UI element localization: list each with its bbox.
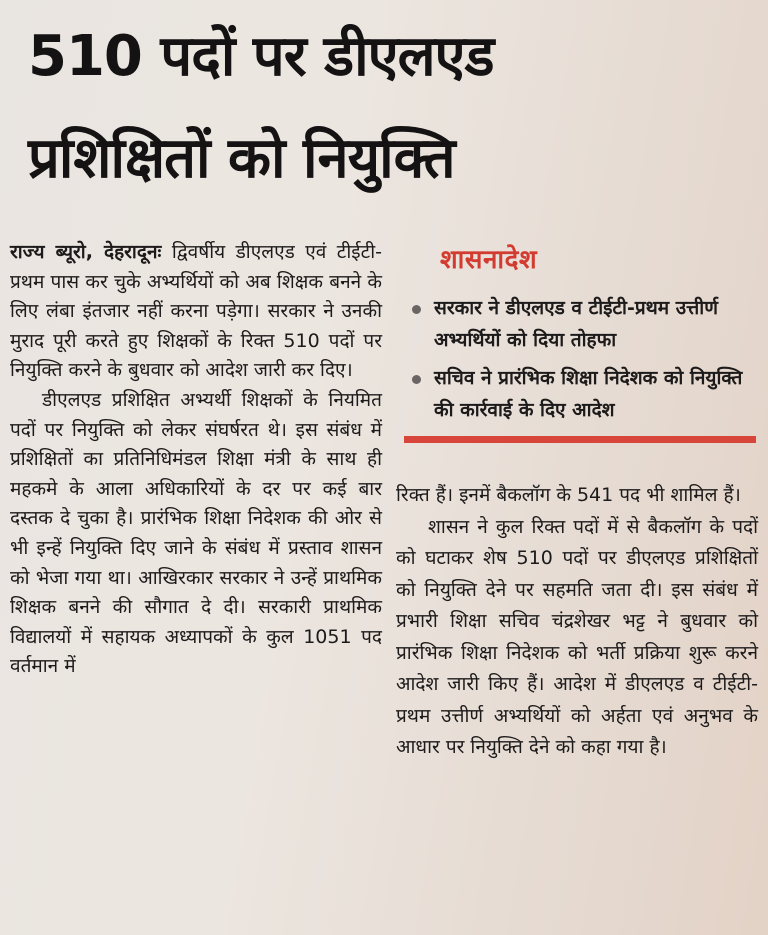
article-right-column xyxy=(396,480,758,764)
article-left-column xyxy=(10,238,382,682)
article-paragraph-4: शासन ने कुल रिक्त पदों में से बैकलॉग के पदों को घटाकर शेष 510 पदों पर डीएलएड प्रशिक्षितों को नियुक्ति देने पर सहमति जता दी। इस संबंध में प्रभारी शिक्षा सचिव चंद्रशेखर भट्ट ने बुधवार को प्रारंभिक शिक्षा निदेशक को भर्ती प्रक्रिया शुरू करने आदेश जारी किए हैं। आदेश में डीएलएड व टीईटी-प्रथम उत्तीर्ण अभ्यर्थियों को अर्हता एवं अनुभव के आधार पर नियुक्ति देने को कहा गया है। xyxy=(396,515,758,758)
red-divider-rule xyxy=(404,436,756,443)
article-paragraph-2: डीएलएड प्रशिक्षित अभ्यर्थी शिक्षकों के नियमित पदों पर नियुक्ति को लेकर संघर्षरत थे। इस संबंध में प्रशिक्षितों का प्रतिनिधिमंडल शिक्षा मंत्री के साथ ही महकमे के आला अधिकारियों के दर पर कई बार दस्तक दे चुका है। प्रारंभिक शिक्षा निदेशक की ओर से भी इन्हें नियुक्ति दिए जाने के संबंध में प्रस्ताव शासन को भेजा गया था। आखिरकार सरकार ने उन्हें प्राथमिक शिक्षक बनने की सौगात दे दी। सरकारी प्राथमिक विद्यालयों में सहायक अध्यापकों के कुल 1051 पद वर्तमान में xyxy=(10,388,382,678)
article-paragraph-1-text: द्विवर्षीय डीएलएड एवं टीईटी-प्रथम पास कर चुके अभ्यर्थियों को अब शिक्षक बनने के लिए लंबा इंतजार नहीं करना पड़ेगा। सरकार ने उनकी मुराद पूरी करते हुए शिक्षकों के रिक्त 510 पदों पर नियुक्ति करने के बुधवार को आदेश जारी कर दिए। xyxy=(10,241,382,382)
headline-line-2: प्रशिक्षितों को नियुक्ति xyxy=(28,126,455,191)
dateline: राज्य ब्यूरो, देहरादूनः xyxy=(10,241,162,263)
article-paragraph-1 xyxy=(10,238,382,386)
sidebar-bullet-2 xyxy=(404,362,758,426)
headline xyxy=(28,6,758,210)
article-paragraph-3: रिक्त हैं। इनमें बैकलॉग के 541 पद भी शामिल हैं। xyxy=(396,484,741,506)
sidebar-box xyxy=(404,238,758,443)
bullet-dot-icon xyxy=(412,375,421,384)
sidebar-bullet-1 xyxy=(404,292,758,356)
sidebar-kicker: शासनादेश xyxy=(440,245,538,275)
sidebar-bullet-1-text: सरकार ने डीएलएड व टीईटी-प्रथम उत्तीर्ण अभ्यर्थियों को दिया तोहफा xyxy=(434,297,718,351)
bullet-dot-icon xyxy=(412,305,421,314)
headline-line-1: 510 पदों पर डीएलएड xyxy=(28,24,494,89)
sidebar-bullet-list xyxy=(404,292,758,426)
sidebar-bullet-2-text: सचिव ने प्रारंभिक शिक्षा निदेशक को नियुक्ति की कार्रवाई के दिए आदेश xyxy=(434,367,743,421)
